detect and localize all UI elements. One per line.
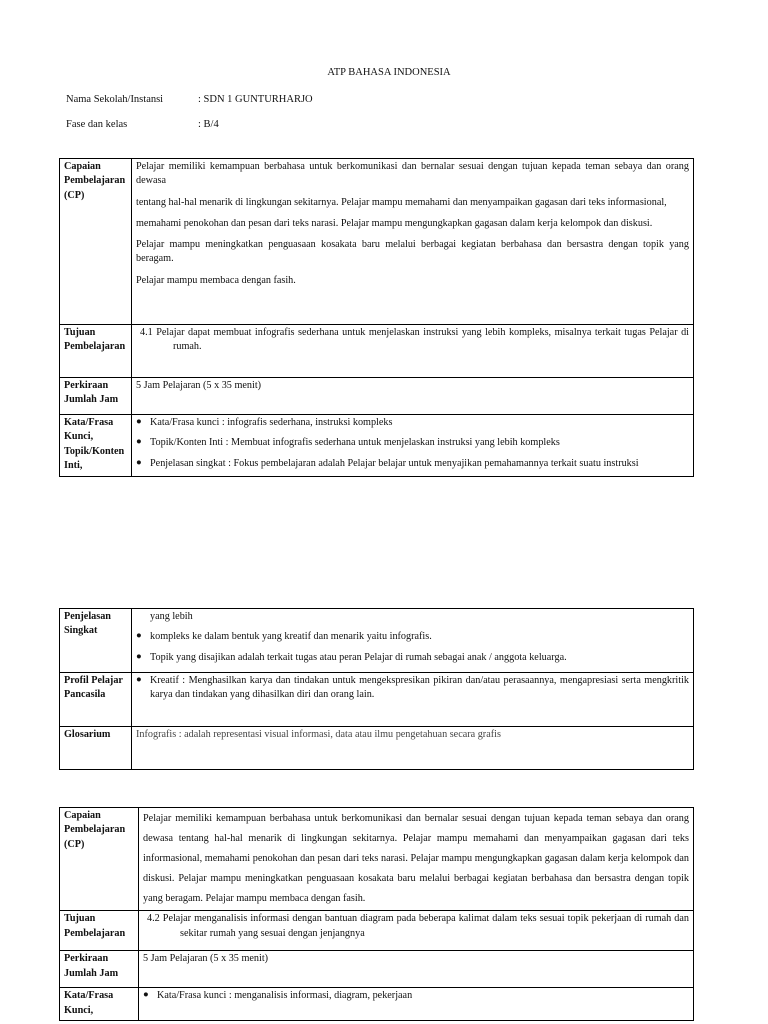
kata-bullet: ● Kata/Frasa kunci : infografis sederhana, instruksi kompleks: [136, 416, 689, 430]
profil-row: [60, 673, 694, 727]
atp-table-1: [59, 158, 694, 477]
atp-table-3: [59, 807, 694, 1021]
tp-row: [60, 325, 694, 378]
penjelasan-continued: yang lebih: [150, 611, 193, 622]
jam-row: [60, 951, 694, 988]
profil-content: [132, 673, 694, 727]
kata-bullet: ● Kata/Frasa kunci : menganalisis informasi, diagram, pekerjaan: [143, 989, 689, 1003]
meta-school-row: [66, 93, 466, 107]
meta-phase-value: : B/4: [198, 119, 219, 130]
jam-content: 5 Jam Pelajaran (5 x 35 menit): [139, 951, 694, 988]
tp-content: [139, 911, 694, 951]
glosarium-content: Infografis : adalah representasi visual informasi, data atau ilmu pengetahuan secara grafis: [132, 727, 694, 770]
cp-row: [60, 159, 694, 325]
meta-school-label: Nama Sekolah/Instansi: [66, 94, 164, 105]
document-title: ATP BAHASA INDONESIA: [327, 67, 451, 78]
tp-label: Tujuan Pembelajaran: [60, 911, 139, 951]
cp-label: Capaian Pembelajaran (CP): [60, 159, 132, 325]
kata-label: Kata/Frasa Kunci, Topik/Konten Inti,: [60, 415, 132, 477]
penjelasan-bullet: ● Topik yang disajikan adalah terkait tugas atau peran Pelajar di rumah sebagai anak / anggota keluarga.: [136, 651, 689, 665]
penjelasan-bullet: ● Penjelasan singkat : Fokus pembelajaran adalah Pelajar belajar untuk menyajikan pemahamannya terkait suatu instruksi: [136, 457, 689, 471]
meta-phase-label: Fase dan kelas: [66, 119, 128, 130]
jam-content: 5 Jam Pelajaran (5 x 35 menit): [132, 378, 694, 415]
topik-bullet: ● Topik/Konten Inti : Membuat infografis sederhana untuk menjelaskan instruksi yang lebih kompleks: [136, 436, 689, 450]
kata-row: [60, 988, 694, 1021]
tp-text: 4.1 Pelajar dapat membuat infografis sederhana untuk menjelaskan instruksi yang lebih kompleks, misalnya terkait tugas Pelajar di rumah.: [140, 327, 689, 353]
jam-label: Perkiraan Jumlah Jam: [60, 951, 139, 988]
penjelasan-label: Penjelasan Singkat: [60, 609, 132, 673]
penjelasan-content: [132, 609, 694, 673]
tp-text: 4.2 Pelajar menganalisis informasi dengan bantuan diagram pada beberapa kalimat dalam teks sesuai topik pekerjaan di rumah dan sekitar rumah yang sesuai dengan jenjangnya: [147, 913, 689, 939]
tp-content: [132, 325, 694, 378]
cp-paragraph: Pelajar memiliki kemampuan berbahasa untuk berkomunikasi dan bernalar sesuai dengan tujuan kepada teman sebaya dan orang dewasa: [136, 161, 689, 187]
profil-bullet: ● Kreatif : Menghasilkan karya dan tindakan untuk mengekspresikan pikiran dan/atau perasaannya, mengapresiasi serta mengkritik karya dan tindakan yang dihasilkan diri dan orang lain.: [136, 674, 689, 703]
jam-label: Perkiraan Jumlah Jam: [60, 378, 132, 415]
cp-content: [132, 159, 694, 325]
glosarium-row: [60, 727, 694, 770]
cp-paragraph: Pelajar mampu meningkatkan penguasaan kosakata baru melalui berbagai kegiatan berbahasa dan bersastra dengan topik yang beragam.: [136, 239, 689, 265]
kata-content: [132, 415, 694, 477]
kata-label: Kata/Frasa Kunci,: [60, 988, 139, 1021]
kata-content: [139, 988, 694, 1021]
meta-school-value: : SDN 1 GUNTURHARJO: [198, 94, 313, 105]
cp-paragraph: memahami penokohan dan pesan dari teks narasi. Pelajar mampu mengungkapkan gagasan dalam kerja kelompok dan diskusi.: [136, 217, 653, 229]
glosarium-label: Glosarium: [60, 727, 132, 770]
penjelasan-row: [60, 609, 694, 673]
cp-label: Capaian Pembelajaran (CP): [60, 808, 139, 911]
jam-row: [60, 378, 694, 415]
kata-row: [60, 415, 694, 477]
meta-phase-row: [66, 118, 466, 132]
tp-row: [60, 911, 694, 951]
tp-label: Tujuan Pembelajaran: [60, 325, 132, 378]
cp-content: Pelajar memiliki kemampuan berbahasa untuk berkomunikasi dan bernalar sesuai dengan tujuan kepada teman sebaya dan orang dewasa tentang hal-hal menarik di lingkungan sekitarnya. Pelajar mampu memahami dan menyampaikan gagasan dari teks informasional, memahami penokohan dan pesan dari teks narasi. Pelajar mampu mengungkapkan gagasan dalam kerja kelompok dan diskusi. Pelajar mampu meningkatkan penguasaan kosakata baru melalui berbagai kegiatan berbahasa dan bersastra dengan topik yang beragam. Pelajar mampu membaca dengan fasih.: [139, 808, 694, 911]
atp-table-2: [59, 608, 694, 770]
profil-label: Profil Pelajar Pancasila: [60, 673, 132, 727]
penjelasan-bullet: ● kompleks ke dalam bentuk yang kreatif dan menarik yaitu infografis.: [136, 630, 689, 644]
cp-paragraph: tentang hal-hal menarik di lingkungan sekitarnya. Pelajar mampu memahami dan menyampaikan gagasan dari teks informasional,: [136, 196, 667, 208]
cp-row: [60, 808, 694, 911]
cp-paragraph: Pelajar mampu membaca dengan fasih.: [136, 274, 296, 286]
